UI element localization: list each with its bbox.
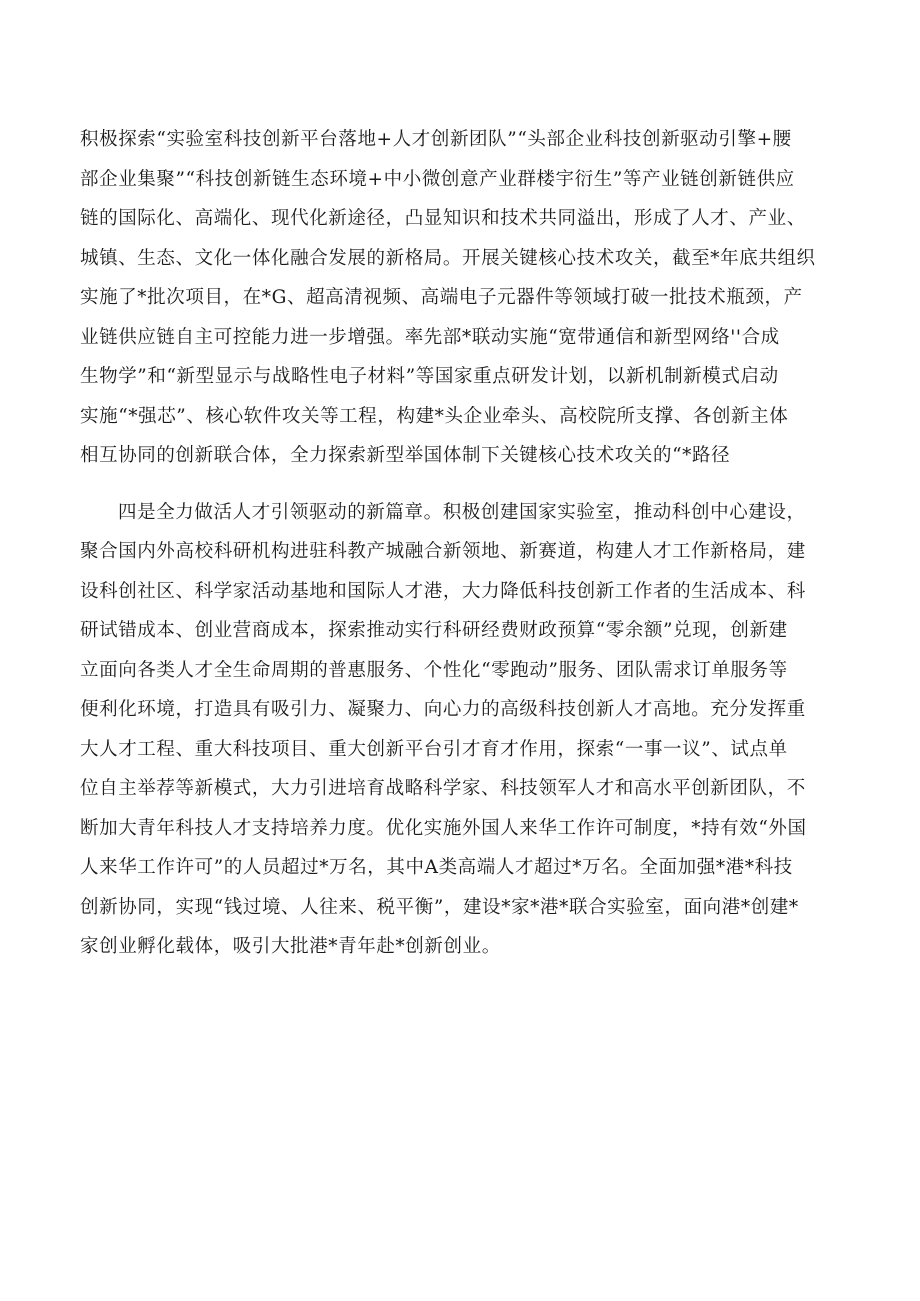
paragraph-line: 立面向各类人才全生命周期的普惠服务、个性化“零跑动”服务、团队需求订单服务等	[80, 659, 788, 681]
paragraph-line: 设科创社区、科学家活动基地和国际人才港，大力降低科技创新工作者的生活成本、科	[80, 580, 806, 602]
paragraph-line: 链的国际化、高端化、现代化新途径，凸显知识和技术共同溢出，形成了人才、产业、	[80, 208, 806, 229]
paragraph-line: 便利化环境，打造具有吸引力、凝聚力、向心力的高级科技创新人才高地。充分发挥重	[80, 699, 806, 720]
paragraph-line: 部企业集聚”“科技创新链生态环境+中小微创意产业群楼宇衍生”等产业链创新链供应	[80, 168, 795, 190]
paragraph-line: 生物学”和“新型显示与战略性电子材料”等国家重点研发计划，以新机制新模式启动	[80, 366, 779, 387]
paragraph-line: 积极探索“实验室科技创新平台落地+人才创新团队”“头部企业科技创新驱动引擎+腰	[80, 129, 792, 150]
paragraph-line: 创新协同，实现“钱过境、人往来、税平衡”，建设*家*港*联合实验室，面向港*创建*	[80, 896, 799, 918]
paragraph-line: 位自主举荐等新模式，大力引进培育战略科学家、科技领军人才和高水平创新团队，不	[80, 778, 806, 799]
paragraph-spacer	[80, 476, 850, 493]
paragraph-line: 四是全力做活人才引领驱动的新篇章。积极创建国家实验室，推动科创中心建设，	[118, 501, 806, 523]
document-body	[80, 120, 850, 967]
paragraph-2	[80, 493, 850, 967]
paragraph-line: 相互协同的创新联合体，全力探索新型举国体制下关键核心技术攻关的“*路径	[80, 445, 731, 466]
paragraph-line: 断加大青年科技人才支持培养力度。优化实施外国人来华工作许可制度，*持有效“外国	[80, 817, 807, 839]
paragraph-line: 城镇、生态、文化一体化融合发展的新格局。开展关键核心技术攻关，截至*年底共组织	[80, 247, 816, 269]
paragraph-line: 聚合国内外高校科研机构进驻科教产城融合新领地、新赛道，构建人才工作新格局，建	[80, 541, 806, 562]
paragraph-line: 业链供应链自主可控能力进一步增强。率先部*联动实施“宽带通信和新型网络''合成	[80, 326, 780, 348]
paragraph-line: 人来华工作许可”的人员超过*万名，其中A类高端人才超过*万名。全面加强*港*科技	[80, 857, 793, 878]
paragraph-line: 家创业孵化载体，吸引大批港*青年赴*创新创业。	[80, 936, 501, 957]
paragraph-1	[80, 120, 850, 476]
paragraph-line: 大人才工程、重大科技项目、重大创新平台引才育才作用，探索“一事一议”、试点单	[80, 738, 788, 760]
paragraph-line: 实施“*强芯”、核心软件攻关等工程，构建*头企业牵头、高校院所支撑、各创新主体	[80, 405, 789, 427]
paragraph-line: 实施了*批次项目，在*G、超高清视频、高端电子元器件等领域打破一批技术瓶颈，产	[80, 287, 803, 308]
paragraph-line: 研试错成本、创业营商成本，探索推动实行科研经费财政预算“零余额”兑现，创新建	[80, 620, 788, 641]
